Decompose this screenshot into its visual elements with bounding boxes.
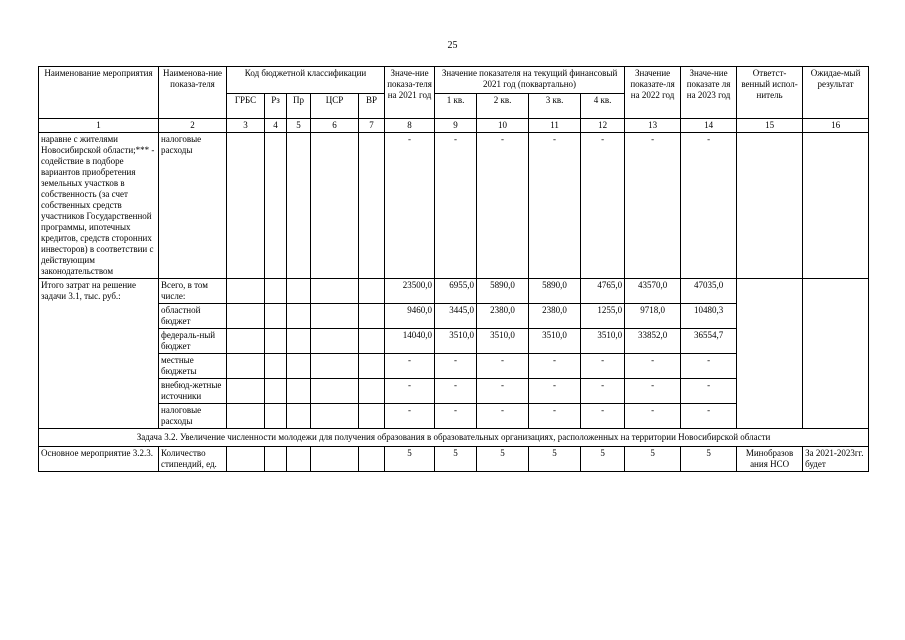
value-cell: 2380,0 — [529, 304, 581, 329]
value-cell: 23500,0 — [385, 279, 435, 304]
header-vr: ВР — [359, 94, 385, 119]
value-cell: 33852,0 — [625, 329, 681, 354]
value-cell: 1255,0 — [581, 304, 625, 329]
table-row-total — [39, 279, 869, 304]
column-number: 16 — [803, 119, 869, 133]
value-cell: 3445,0 — [435, 304, 477, 329]
value-cell: - — [625, 133, 681, 279]
header-q1: 1 кв. — [435, 94, 477, 119]
column-number: 5 — [287, 119, 311, 133]
value-cell: - — [385, 379, 435, 404]
column-number: 9 — [435, 119, 477, 133]
indicator-cell: налоговые расходы — [159, 133, 227, 279]
column-number: 7 — [359, 119, 385, 133]
result-cell: За 2021-2023гг. будет — [803, 447, 869, 472]
header-value-2021: Значе-ние показа-теля на 2021 год — [385, 67, 435, 119]
header-grbs: ГРБС — [227, 94, 265, 119]
value-cell: 9718,0 — [625, 304, 681, 329]
header-value-2022: Значение показате-ля на 2022 год — [625, 67, 681, 119]
funding-label: налоговые расходы — [159, 404, 227, 429]
header-q3: 3 кв. — [529, 94, 581, 119]
value-cell: 3510,0 — [477, 329, 529, 354]
table-row-block1 — [39, 133, 869, 279]
header-csr: ЦСР — [311, 94, 359, 119]
value-cell: - — [581, 404, 625, 429]
column-number: 6 — [311, 119, 359, 133]
value-cell: 4765,0 — [581, 279, 625, 304]
value-cell: - — [681, 354, 737, 379]
value-cell: 14040,0 — [385, 329, 435, 354]
value-cell: - — [477, 133, 529, 279]
header-q2: 2 кв. — [477, 94, 529, 119]
header-name: Наименование мероприятия — [39, 67, 159, 119]
value-cell: - — [385, 133, 435, 279]
value-cell: 3510,0 — [529, 329, 581, 354]
value-cell: 5 — [529, 447, 581, 472]
value-cell: - — [529, 404, 581, 429]
column-number: 13 — [625, 119, 681, 133]
funding-label: областной бюджет — [159, 304, 227, 329]
value-cell: 3510,0 — [435, 329, 477, 354]
executor-cell: Минобразов ания НСО — [737, 447, 803, 472]
header-budget-code: Код бюджетной классификации — [227, 67, 385, 94]
value-cell: - — [581, 354, 625, 379]
value-cell: 9460,0 — [385, 304, 435, 329]
value-cell: - — [581, 379, 625, 404]
value-cell: 5 — [681, 447, 737, 472]
column-number: 3 — [227, 119, 265, 133]
value-cell: - — [385, 404, 435, 429]
value-cell: - — [625, 354, 681, 379]
column-number: 2 — [159, 119, 227, 133]
column-number: 1 — [39, 119, 159, 133]
value-cell: - — [435, 404, 477, 429]
table-row-main-event — [39, 447, 869, 472]
value-cell: 47035,0 — [681, 279, 737, 304]
column-number: 10 — [477, 119, 529, 133]
value-cell: 5890,0 — [477, 279, 529, 304]
value-cell: - — [529, 354, 581, 379]
column-number-row — [39, 119, 869, 133]
value-cell: - — [681, 404, 737, 429]
header-rz: Рз — [265, 94, 287, 119]
header-quarterly: Значение показателя на текущий финансовый 2021 год (поквартально) — [435, 67, 625, 94]
task-row — [39, 429, 869, 447]
header-executor: Ответст-венный испол-нитель — [737, 67, 803, 119]
funding-label: федераль-ный бюджет — [159, 329, 227, 354]
value-cell: 10480,3 — [681, 304, 737, 329]
value-cell: - — [477, 404, 529, 429]
funding-label: местные бюджеты — [159, 354, 227, 379]
value-cell: - — [435, 133, 477, 279]
value-cell: - — [625, 404, 681, 429]
budget-table — [38, 66, 869, 472]
value-cell: 5 — [625, 447, 681, 472]
value-cell: - — [529, 133, 581, 279]
indicator-cell: Количество стипендий, ед. — [159, 447, 227, 472]
funding-label: внебюд-жетные источники — [159, 379, 227, 404]
value-cell: 5 — [435, 447, 477, 472]
column-number: 8 — [385, 119, 435, 133]
value-cell: 6955,0 — [435, 279, 477, 304]
column-number: 14 — [681, 119, 737, 133]
header-row-1 — [39, 67, 869, 94]
value-cell: - — [385, 354, 435, 379]
value-cell: 3510,0 — [581, 329, 625, 354]
column-number: 15 — [737, 119, 803, 133]
value-cell: 43570,0 — [625, 279, 681, 304]
value-cell: 5 — [581, 447, 625, 472]
page-number: 25 — [447, 40, 458, 51]
column-number: 11 — [529, 119, 581, 133]
header-q4: 4 кв. — [581, 94, 625, 119]
event-name-cell: наравне с жителями Новосибирской области;*** - содействие в подборе вариантов приобретения земельных участков в собственность (за счет собственных средств участников Государственной программы, ипотечных кредитов, средств сторонних инвесторов) в соответствии с действующим законодательством — [39, 133, 159, 279]
header-result: Ожидае-мый результат — [803, 67, 869, 119]
header-pr: Пр — [287, 94, 311, 119]
header-value-2023: Значе-ние показате ля на 2023 год — [681, 67, 737, 119]
value-cell: - — [681, 379, 737, 404]
value-cell: 5 — [477, 447, 529, 472]
value-cell: - — [435, 379, 477, 404]
value-cell: - — [477, 354, 529, 379]
task-title: Задача 3.2. Увеличение численности молодежи для получения образования в образовательных организациях, расположенных на территории Новосибирской области — [39, 429, 869, 447]
value-cell: - — [477, 379, 529, 404]
value-cell: 5890,0 — [529, 279, 581, 304]
totals-name-cell: Итого затрат на решение задачи 3.1, тыс. руб.: — [39, 279, 159, 429]
value-cell: - — [625, 379, 681, 404]
value-cell: - — [435, 354, 477, 379]
value-cell: 36554,7 — [681, 329, 737, 354]
header-indicator: Наименова-ние показа-теля — [159, 67, 227, 119]
column-number: 4 — [265, 119, 287, 133]
event-name-cell: Основное мероприятие 3.2.3. — [39, 447, 159, 472]
value-cell: 2380,0 — [477, 304, 529, 329]
value-cell: - — [681, 133, 737, 279]
funding-label: Всего, в том числе: — [159, 279, 227, 304]
column-number: 12 — [581, 119, 625, 133]
value-cell: - — [581, 133, 625, 279]
value-cell: - — [529, 379, 581, 404]
value-cell: 5 — [385, 447, 435, 472]
